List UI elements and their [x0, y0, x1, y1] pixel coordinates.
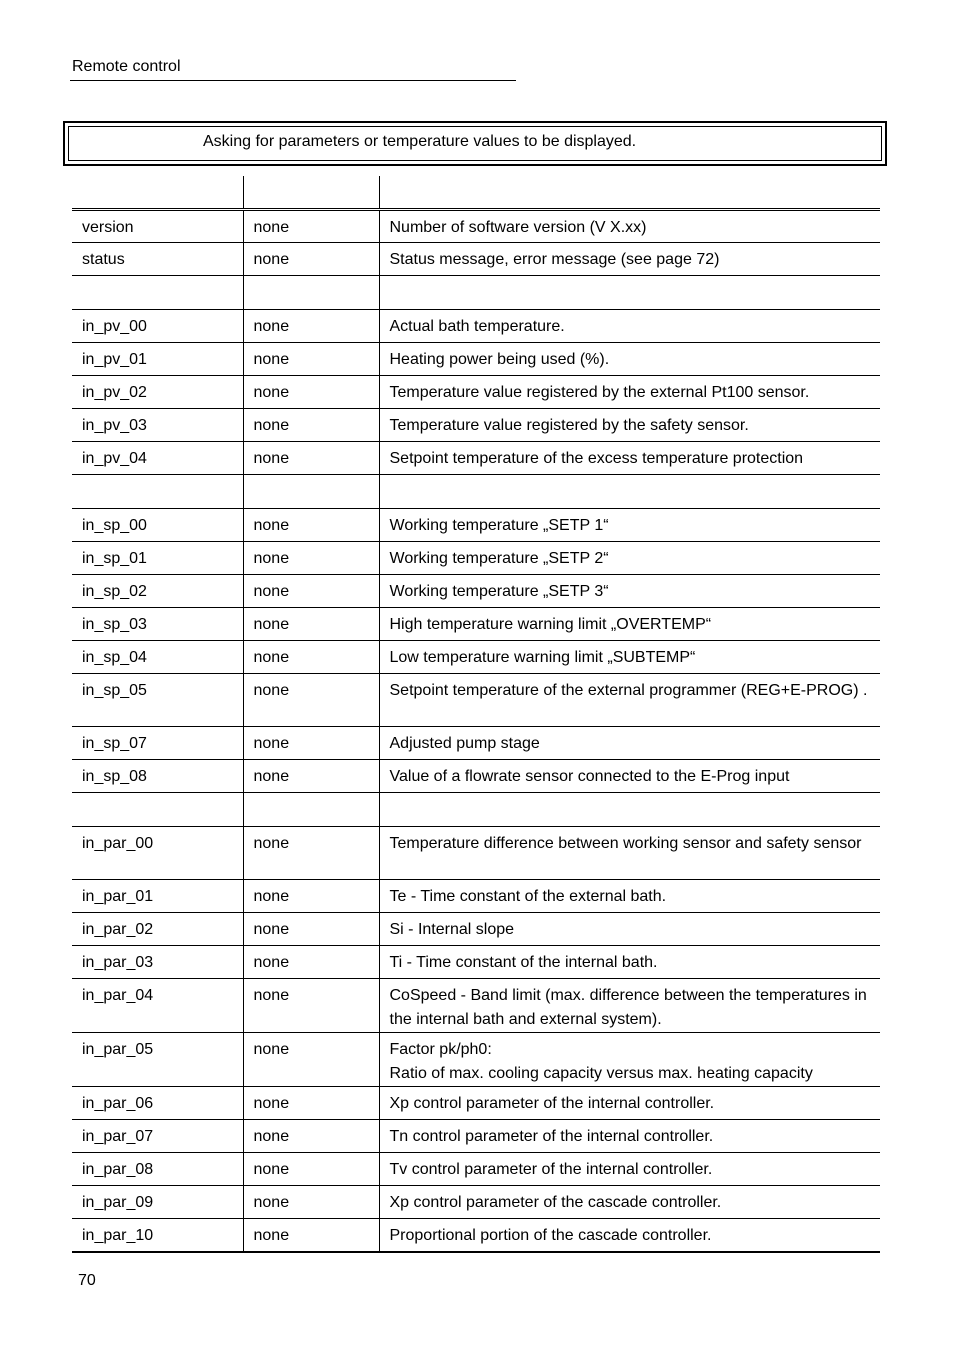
parameter-cell: none	[243, 310, 379, 343]
parameter-cell: none	[243, 674, 379, 727]
table-row	[72, 608, 880, 641]
header-cell-command	[72, 176, 243, 210]
table-row	[72, 1120, 880, 1153]
description-cell: Number of software version (V X.xx)	[379, 210, 880, 243]
table-title-box	[63, 121, 887, 166]
command-cell: in_sp_03	[72, 608, 243, 641]
table-spacer-row	[72, 475, 880, 509]
description-cell: Temperature value registered by the safety sensor.	[379, 409, 880, 442]
description-cell: High temperature warning limit „OVERTEMP“	[379, 608, 880, 641]
parameter-cell: none	[243, 376, 379, 409]
description-cell: CoSpeed - Band limit (max. difference between the temperatures in the internal bath and external system).	[379, 979, 880, 1033]
table-row	[72, 979, 880, 1033]
description-cell: Working temperature „SETP 1“	[379, 509, 880, 542]
description-cell: Status message, error message (see page 72)	[379, 243, 880, 276]
parameter-cell: none	[243, 880, 379, 913]
parameter-cell: none	[243, 946, 379, 979]
header-rule	[70, 80, 516, 81]
description-cell: Factor pk/ph0: Ratio of max. cooling capacity versus max. heating capacity	[379, 1033, 880, 1087]
table-row	[72, 243, 880, 276]
command-cell: in_par_00	[72, 827, 243, 880]
parameter-cell: none	[243, 913, 379, 946]
command-cell: in_sp_02	[72, 575, 243, 608]
parameter-cell: none	[243, 409, 379, 442]
description-cell: Working temperature „SETP 3“	[379, 575, 880, 608]
parameter-cell: none	[243, 727, 379, 760]
table-row	[72, 409, 880, 442]
parameter-cell: none	[243, 243, 379, 276]
parameter-cell: none	[243, 979, 379, 1033]
parameter-cell: none	[243, 641, 379, 674]
description-cell: Low temperature warning limit „SUBTEMP“	[379, 641, 880, 674]
parameter-cell: none	[243, 1120, 379, 1153]
parameter-cell: none	[243, 608, 379, 641]
table-title: Asking for parameters or temperature values to be displayed.	[203, 133, 637, 150]
table-row	[72, 343, 880, 376]
command-cell: in_par_09	[72, 1186, 243, 1219]
command-cell: in_pv_03	[72, 409, 243, 442]
table-row	[72, 509, 880, 542]
table-row	[72, 827, 880, 880]
table-row	[72, 1219, 880, 1252]
command-cell: in_sp_05	[72, 674, 243, 727]
command-cell	[72, 475, 243, 509]
parameter-cell: none	[243, 1087, 379, 1120]
command-cell: in_par_10	[72, 1219, 243, 1252]
table-row	[72, 1153, 880, 1186]
table-row	[72, 641, 880, 674]
parameter-cell: none	[243, 1186, 379, 1219]
parameter-cell: none	[243, 827, 379, 880]
parameter-cell: none	[243, 1219, 379, 1252]
command-cell: in_pv_01	[72, 343, 243, 376]
parameter-table-body	[72, 176, 880, 1252]
parameter-cell: none	[243, 509, 379, 542]
description-cell: Proportional portion of the cascade controller.	[379, 1219, 880, 1252]
command-cell: in_pv_04	[72, 442, 243, 475]
header-cell-parameter	[243, 176, 379, 210]
command-cell: in_par_05	[72, 1033, 243, 1087]
command-cell: in_par_04	[72, 979, 243, 1033]
command-cell: in_par_01	[72, 880, 243, 913]
table-spacer-row	[72, 793, 880, 827]
description-cell: Adjusted pump stage	[379, 727, 880, 760]
command-cell: in_sp_07	[72, 727, 243, 760]
page-number: 70	[78, 1272, 96, 1289]
description-cell: Tn control parameter of the internal controller.	[379, 1120, 880, 1153]
description-cell: Setpoint temperature of the external programmer (REG+E-PROG) .	[379, 674, 880, 727]
command-cell: version	[72, 210, 243, 243]
command-cell: in_par_06	[72, 1087, 243, 1120]
description-cell	[379, 475, 880, 509]
description-cell: Tv control parameter of the internal controller.	[379, 1153, 880, 1186]
command-cell: in_sp_08	[72, 760, 243, 793]
command-cell: in_par_03	[72, 946, 243, 979]
table-row	[72, 1186, 880, 1219]
command-cell: status	[72, 243, 243, 276]
command-cell: in_par_08	[72, 1153, 243, 1186]
section-header: Remote control	[72, 58, 181, 75]
command-cell: in_pv_02	[72, 376, 243, 409]
description-cell	[379, 276, 880, 310]
description-cell: Ti - Time constant of the internal bath.	[379, 946, 880, 979]
command-cell: in_pv_00	[72, 310, 243, 343]
table-row	[72, 946, 880, 979]
table-row	[72, 1087, 880, 1120]
parameter-cell	[243, 276, 379, 310]
parameter-cell	[243, 475, 379, 509]
parameter-cell: none	[243, 343, 379, 376]
description-cell: Actual bath temperature.	[379, 310, 880, 343]
parameter-cell: none	[243, 1153, 379, 1186]
parameter-cell: none	[243, 210, 379, 243]
description-cell: Temperature value registered by the external Pt100 sensor.	[379, 376, 880, 409]
table-row	[72, 727, 880, 760]
description-cell: Working temperature „SETP 2“	[379, 542, 880, 575]
description-cell	[379, 793, 880, 827]
parameter-cell: none	[243, 1033, 379, 1087]
table-row	[72, 913, 880, 946]
table-row	[72, 210, 880, 243]
command-cell: in_par_07	[72, 1120, 243, 1153]
table-row	[72, 376, 880, 409]
description-cell: Heating power being used (%).	[379, 343, 880, 376]
table-row	[72, 310, 880, 343]
table-row	[72, 760, 880, 793]
command-cell: in_sp_04	[72, 641, 243, 674]
header-cell-description	[379, 176, 880, 210]
command-cell: in_sp_01	[72, 542, 243, 575]
table-spacer-row	[72, 276, 880, 310]
table-header-row	[72, 176, 880, 210]
parameter-cell: none	[243, 542, 379, 575]
table-row	[72, 1033, 880, 1087]
table-row	[72, 575, 880, 608]
command-cell	[72, 276, 243, 310]
table-row	[72, 442, 880, 475]
table-row	[72, 674, 880, 727]
parameter-cell: none	[243, 760, 379, 793]
description-cell: Te - Time constant of the external bath.	[379, 880, 880, 913]
command-cell: in_par_02	[72, 913, 243, 946]
description-cell: Si - Internal slope	[379, 913, 880, 946]
parameter-cell	[243, 793, 379, 827]
description-cell: Setpoint temperature of the excess temperature protection	[379, 442, 880, 475]
description-cell: Value of a flowrate sensor connected to the E-Prog input	[379, 760, 880, 793]
table-row	[72, 880, 880, 913]
command-cell	[72, 793, 243, 827]
command-cell: in_sp_00	[72, 509, 243, 542]
parameter-table	[72, 176, 880, 1253]
table-row	[72, 542, 880, 575]
description-cell: Xp control parameter of the internal controller.	[379, 1087, 880, 1120]
description-cell: Xp control parameter of the cascade controller.	[379, 1186, 880, 1219]
description-cell: Temperature difference between working sensor and safety sensor	[379, 827, 880, 880]
parameter-cell: none	[243, 442, 379, 475]
parameter-cell: none	[243, 575, 379, 608]
